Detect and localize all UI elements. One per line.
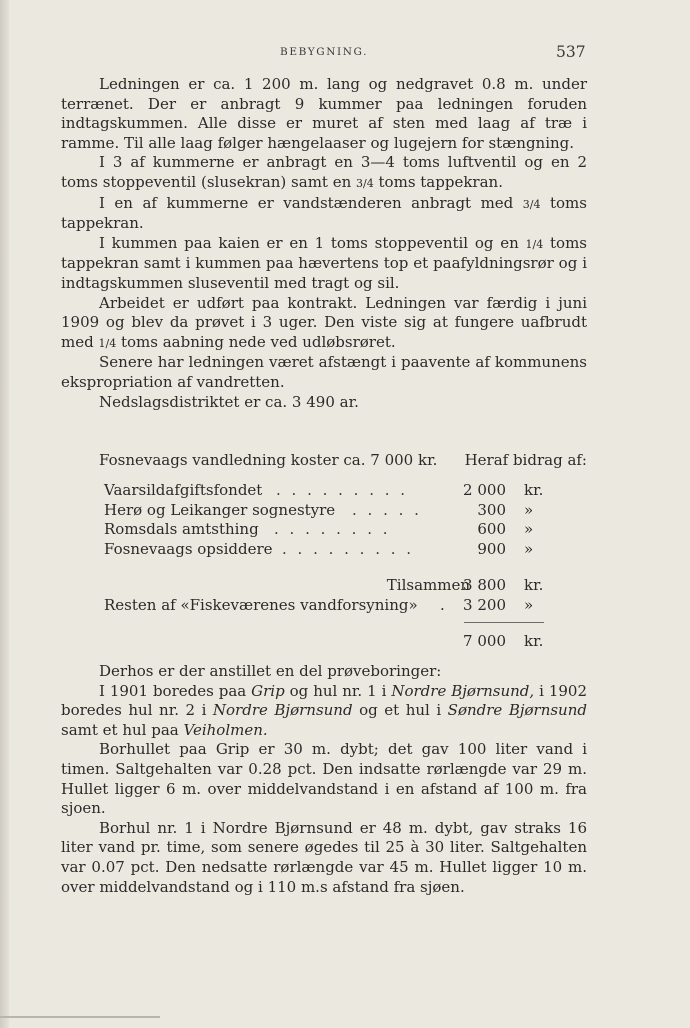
paragraph: Arbeidet er udført paa kontrakt. Ledningen var færdig i juni 1909 og blev da prøvet i 3 uger. Den viste sig at fungere uafbrudt med 1/4 toms aabning nede ved udløbsrøret. [61, 293, 587, 351]
subtotal-row: Tilsammen 3 800 kr. [386, 576, 544, 594]
paragraph: Ledningen er ca. 1 200 m. lang og nedgravet 0.8 m. under terrænet. Der er anbragt 9 kummer paa ledningen foruden indtagskummen. Alle disse er muret af sten med laag af træ i ramme. Til alle laag følger hængelaaser og lugejern for stængning. [61, 75, 587, 152]
page-edge-line [0, 1016, 160, 1018]
paragraph: I 3 af kummerne er anbragt en 3—4 toms luftventil og en 2 toms stoppeventil (slusekran) samt en 3/4 toms tappekran. [61, 153, 587, 191]
paragraph: I 1901 boredes paa Grip og hul nr. 1 i Nordre Bjørnsund, i 1902 boredes hul nr. 2 i Nordre Bjørnsund og et hul i Søndre Bjørnsund samt et hul paa Veiholmen. [61, 681, 588, 739]
page-header [0, 43, 690, 63]
body-text-bottom [61, 662, 587, 897]
running-head: BEBYGNING. [280, 46, 369, 58]
paragraph: Derhos er der anstillet en del prøveboringer: [99, 662, 442, 680]
paragraph: I kummen paa kaien er en 1 toms stoppeventil og en 1/4 toms tappekran samt i kummen paa hævertens top et paafyldningsrør og i indtagskummen sluseventil med tragt og sil. [61, 233, 587, 292]
paragraph: Borhullet paa Grip er 30 m. dybt; det gav 100 liter vand i timen. Saltgehalten var 0.28 pct. Den indsatte rørlængde var 29 m. Hullet ligger 6 m. over middelvandstand i en afstand af 100 m. fra sjoen. [61, 740, 587, 818]
cost-summary-heading: Fosnevaags vandledning koster ca. 7 000 kr. Heraf bidrag af: [99, 451, 587, 469]
paragraph: Senere har ledningen været afstængt i paavente af kommunens ekspropriation af vandretten. [61, 353, 587, 391]
paragraph: I en af kummerne er vandstænderen anbragt med 3/4 toms tappekran. [61, 193, 587, 233]
paragraph: Nedslagsdistriktet er ca. 3 490 ar. [99, 392, 359, 411]
contribution-list [104, 481, 544, 560]
list-item: Romsdals amtsthing . . . . . . . . 600 » [104, 520, 534, 539]
paragraph: Borhul nr. 1 i Nordre Bjørnsund er 48 m. dybt, gav straks 16 liter vand pr. time, som senere øgedes til 25 à 30 liter. Saltgehalten var 0.07 pct. Den nedsatte rørlængde var 45 m. Hullet ligger 10 m. over middelvandstand og i 110 m.s afstand fra sjøen. [61, 818, 587, 896]
page-number: 537 [556, 43, 586, 61]
page-spine-shadow [0, 0, 9, 1028]
fraction: 3/4 [356, 176, 374, 190]
total-row: 7 000 kr. [463, 632, 544, 650]
body-text-top [61, 75, 587, 412]
list-item: Fosnevaags opsiddere . . . . . . . . . 900 » [104, 540, 534, 559]
fraction: 1/4 [98, 336, 117, 350]
fraction: 3/4 [522, 197, 541, 211]
rest-row: Resten af «Fiskeværenes vandforsyning» . 3 200 » [104, 596, 534, 614]
fraction: 1/4 [525, 237, 544, 251]
list-item: Vaarsildafgiftsfondet . . . . . . . . . 2 000 kr. [104, 481, 544, 499]
list-item: Herø og Leikanger sognestyre . . . . . 300 » [104, 500, 534, 519]
sum-rule [464, 622, 544, 623]
